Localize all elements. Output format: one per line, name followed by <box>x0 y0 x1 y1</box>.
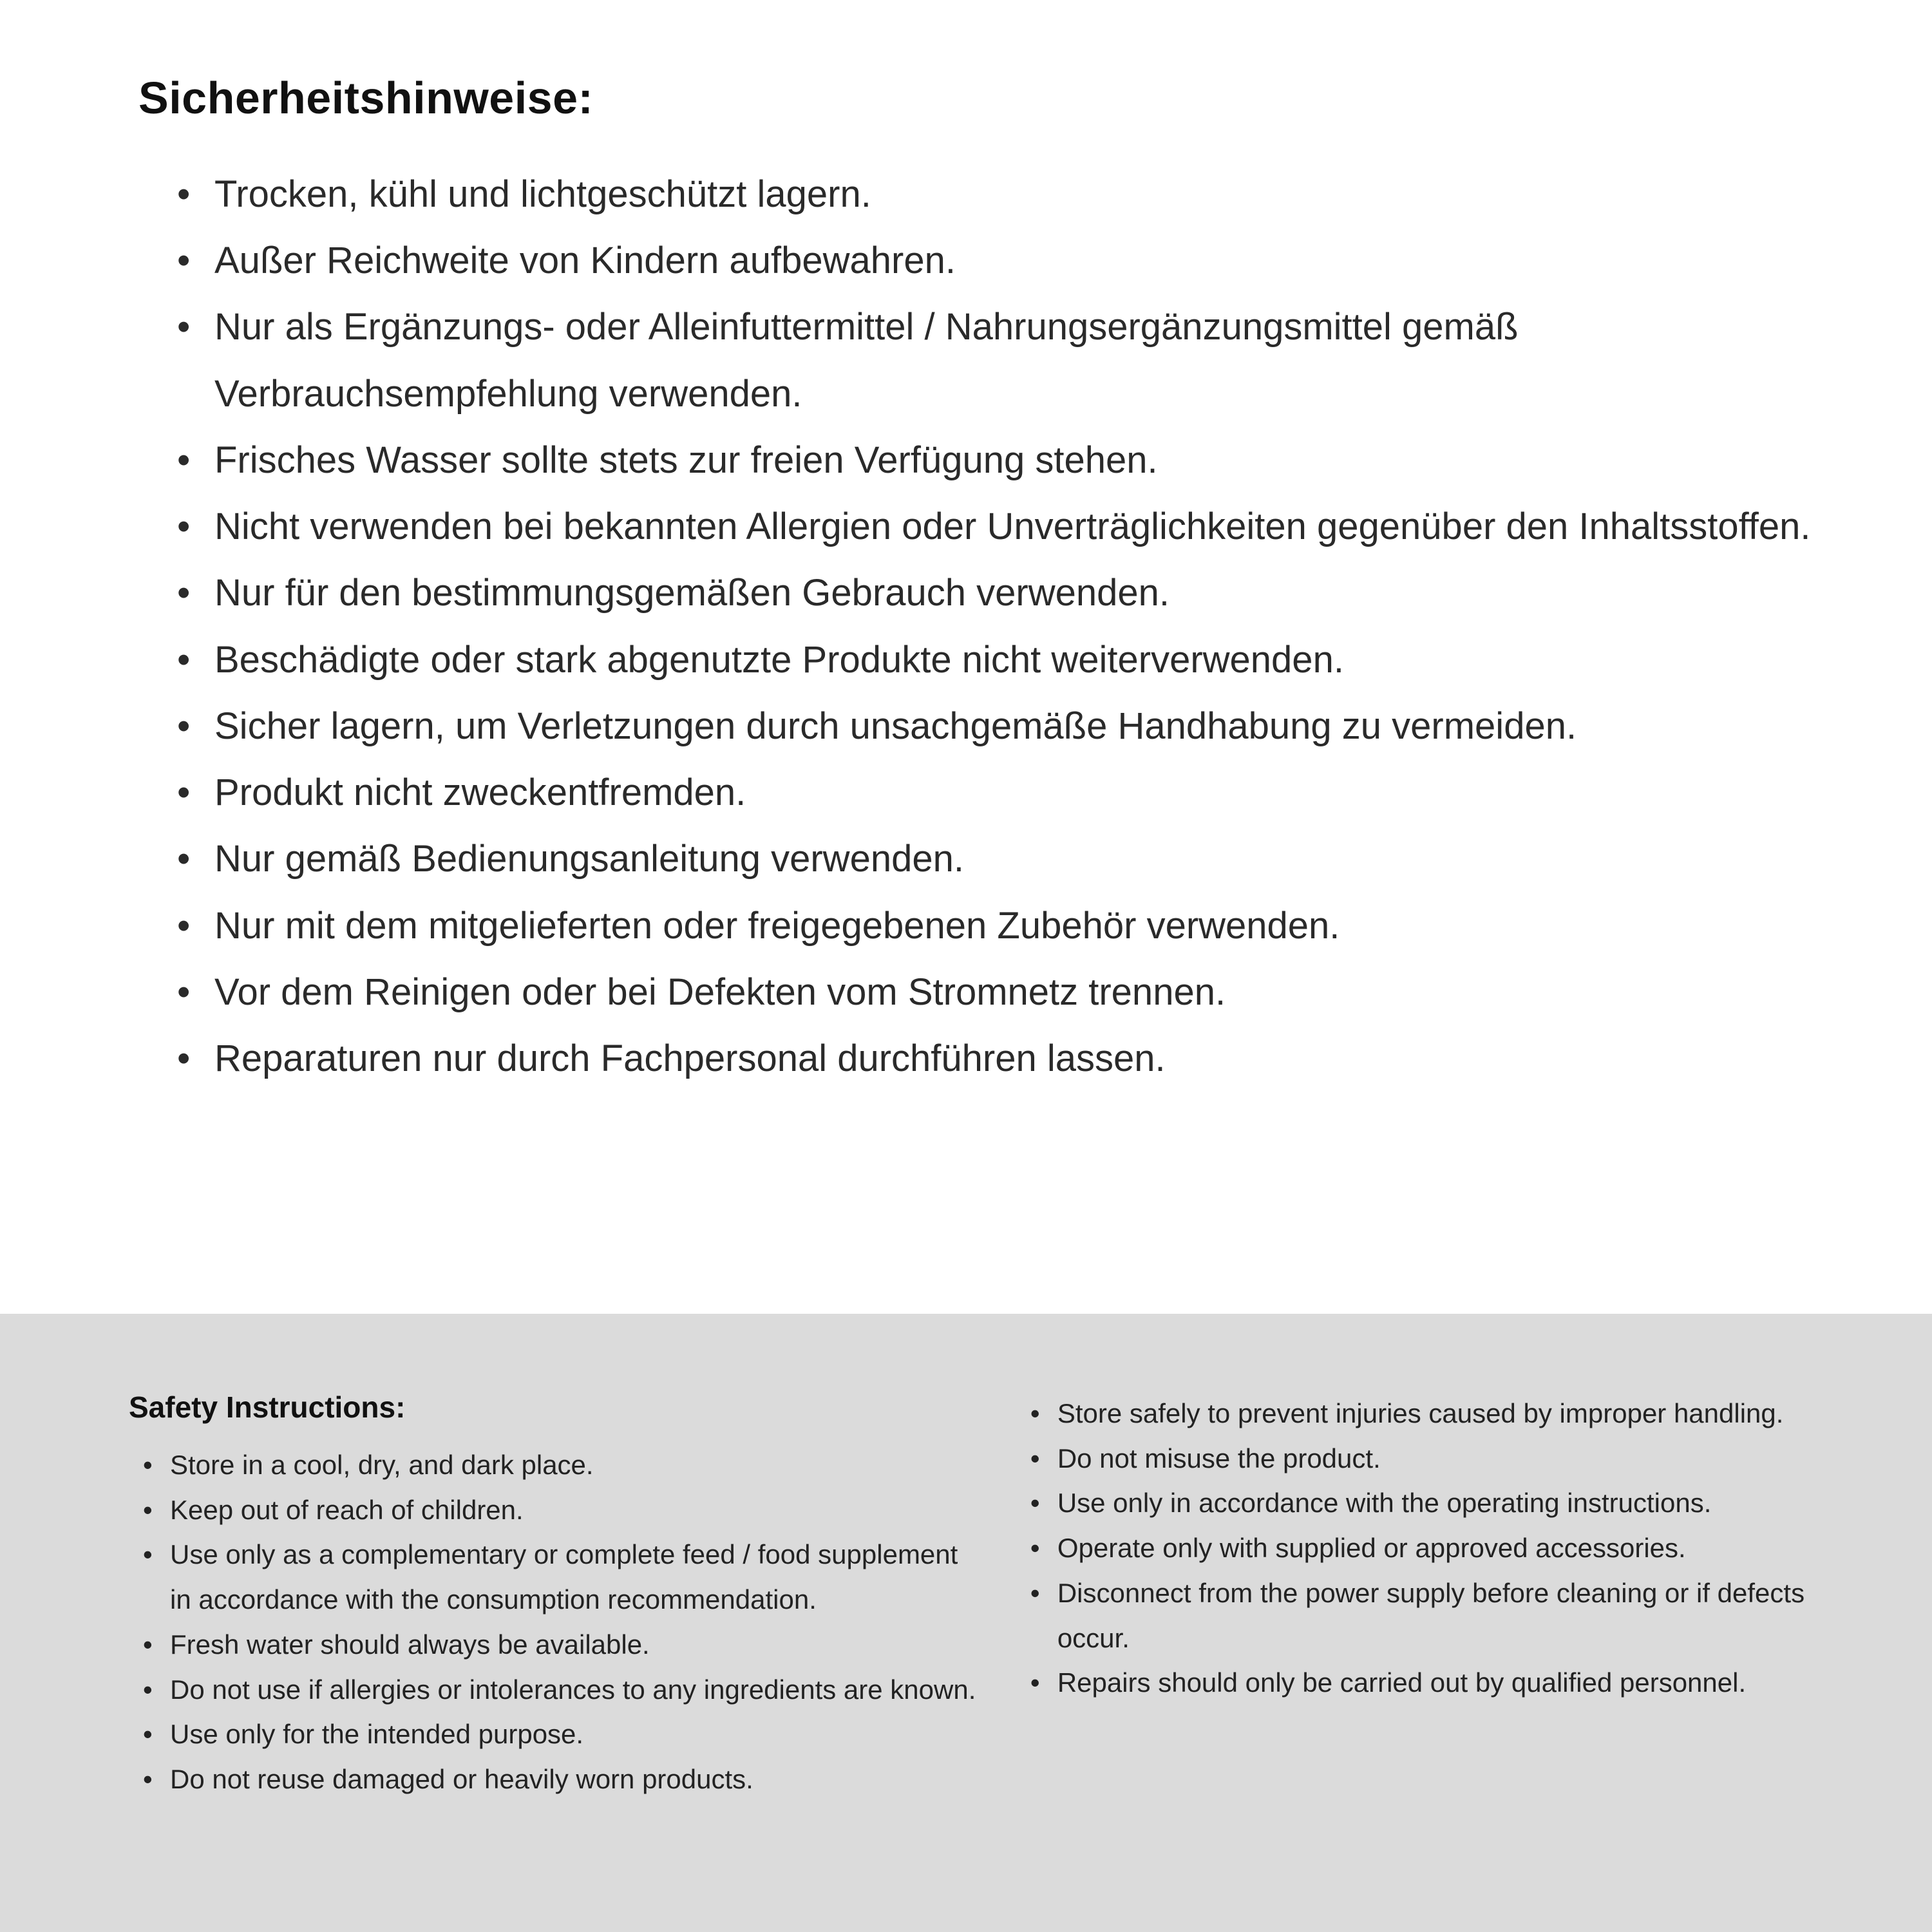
list-item-text: Do not misuse the product. <box>1057 1443 1381 1473</box>
list-item <box>1030 1391 1848 1436</box>
list-item-text: Trocken, kühl und lichtgeschützt lagern. <box>214 173 871 215</box>
bullet-marker: • <box>177 439 191 481</box>
bullet-marker: • <box>177 572 191 614</box>
bullet-marker: • <box>1030 1398 1040 1428</box>
bullet-marker: • <box>1030 1488 1040 1519</box>
list-item-text: Vor dem Reinigen oder bei Defekten vom Stromnetz trennen. <box>214 971 1226 1013</box>
list-item <box>177 826 1842 892</box>
bullet-marker: • <box>177 506 191 548</box>
list-item-text: Reparaturen nur durch Fachpersonal durchführen lassen. <box>214 1037 1166 1080</box>
list-item <box>177 759 1842 826</box>
list-item <box>177 627 1842 693</box>
list-item-text: Use only in accordance with the operating instructions. <box>1057 1488 1712 1519</box>
bullet-marker: • <box>177 904 191 947</box>
bullet-marker: • <box>177 173 191 215</box>
bullet-marker: • <box>143 1719 153 1750</box>
bullet-marker: • <box>1030 1577 1040 1608</box>
bullet-marker: • <box>143 1494 153 1525</box>
list-item-text: Beschädigte oder stark abgenutzte Produkte nicht weiterverwenden. <box>214 638 1344 681</box>
list-item-text: Nur für den bestimmungsgemäßen Gebrauch verwenden. <box>214 572 1170 614</box>
list-item <box>143 1622 979 1667</box>
english-safety-section <box>0 1314 1932 1932</box>
list-item <box>177 893 1842 959</box>
bullet-marker: • <box>1030 1443 1040 1473</box>
english-safety-list-right <box>1030 1391 1848 1705</box>
list-item-text: Frisches Wasser sollte stets zur freien Verfügung stehen. <box>214 439 1158 481</box>
bullet-marker: • <box>177 638 191 681</box>
german-safety-list <box>138 161 1842 1092</box>
bullet-marker: • <box>177 971 191 1013</box>
list-item-text: Repairs should only be carried out by qualified personnel. <box>1057 1667 1747 1698</box>
list-item-text: Do not use if allergies or intolerances to any ingredients are known. <box>170 1674 976 1705</box>
list-item <box>1030 1660 1848 1705</box>
german-section-title: Sicherheitshinweise: <box>138 73 594 123</box>
list-item <box>143 1712 979 1757</box>
list-item-text: Operate only with supplied or approved accessories. <box>1057 1533 1686 1564</box>
list-item <box>143 1757 979 1802</box>
list-item-text: Nur als Ergänzungs- oder Alleinfuttermittel / Nahrungsergänzungsmittel gemäß Verbrauchsempfehlung verwenden. <box>214 306 1519 415</box>
list-item <box>177 560 1842 626</box>
english-safety-list-left <box>129 1443 979 1802</box>
bullet-marker: • <box>177 306 191 348</box>
bullet-marker: • <box>1030 1533 1040 1564</box>
english-right-column <box>1030 1390 1848 1932</box>
english-section-title: Safety Instructions: <box>129 1390 406 1424</box>
list-item <box>143 1532 979 1622</box>
english-left-column <box>129 1390 979 1932</box>
list-item-text: Disconnect from the power supply before cleaning or if defects occur. <box>1057 1577 1805 1653</box>
list-item-text: Fresh water should always be available. <box>170 1629 650 1660</box>
bullet-marker: • <box>177 1037 191 1080</box>
list-item-text: Nur mit dem mitgelieferten oder freigegebenen Zubehör verwenden. <box>214 904 1340 947</box>
list-item <box>177 227 1842 294</box>
list-item <box>1030 1571 1848 1660</box>
list-item <box>143 1443 979 1488</box>
list-item <box>177 493 1842 560</box>
bullet-marker: • <box>1030 1667 1040 1698</box>
list-item-text: Produkt nicht zweckentfremden. <box>214 772 746 814</box>
list-item-text: Use only as a complementary or complete feed / food supplement in accordance with the consumption recommendation. <box>170 1539 958 1615</box>
list-item-text: Use only for the intended purpose. <box>170 1719 584 1750</box>
list-item-text: Außer Reichweite von Kindern aufbewahren. <box>214 240 956 282</box>
list-item <box>1030 1526 1848 1571</box>
list-item-text: Keep out of reach of children. <box>170 1494 524 1525</box>
list-item-text: Store in a cool, dry, and dark place. <box>170 1450 594 1480</box>
list-item <box>177 161 1842 227</box>
list-item <box>1030 1481 1848 1526</box>
list-item-text: Nicht verwenden bei bekannten Allergien oder Unverträglichkeiten gegenüber den Inhaltsstoffen. <box>214 506 1811 548</box>
bullet-marker: • <box>143 1629 153 1660</box>
list-item-text: Do not reuse damaged or heavily worn products. <box>170 1764 753 1795</box>
list-item <box>177 693 1842 759</box>
list-item-text: Store safely to prevent injuries caused by improper handling. <box>1057 1398 1784 1428</box>
bullet-marker: • <box>143 1764 153 1795</box>
list-item <box>177 1025 1842 1092</box>
bullet-marker: • <box>143 1539 153 1570</box>
bullet-marker: • <box>177 772 191 814</box>
bullet-marker: • <box>143 1674 153 1705</box>
list-item-text: Sicher lagern, um Verletzungen durch unsachgemäße Handhabung zu vermeiden. <box>214 705 1577 747</box>
list-item <box>143 1488 979 1533</box>
bullet-marker: • <box>177 838 191 880</box>
bullet-marker: • <box>143 1450 153 1480</box>
list-item <box>177 427 1842 493</box>
list-item <box>177 294 1842 426</box>
bullet-marker: • <box>177 705 191 747</box>
bullet-marker: • <box>177 240 191 282</box>
list-item <box>1030 1436 1848 1481</box>
list-item <box>143 1667 979 1712</box>
list-item-text: Nur gemäß Bedienungsanleitung verwenden. <box>214 838 964 880</box>
list-item <box>177 959 1842 1025</box>
